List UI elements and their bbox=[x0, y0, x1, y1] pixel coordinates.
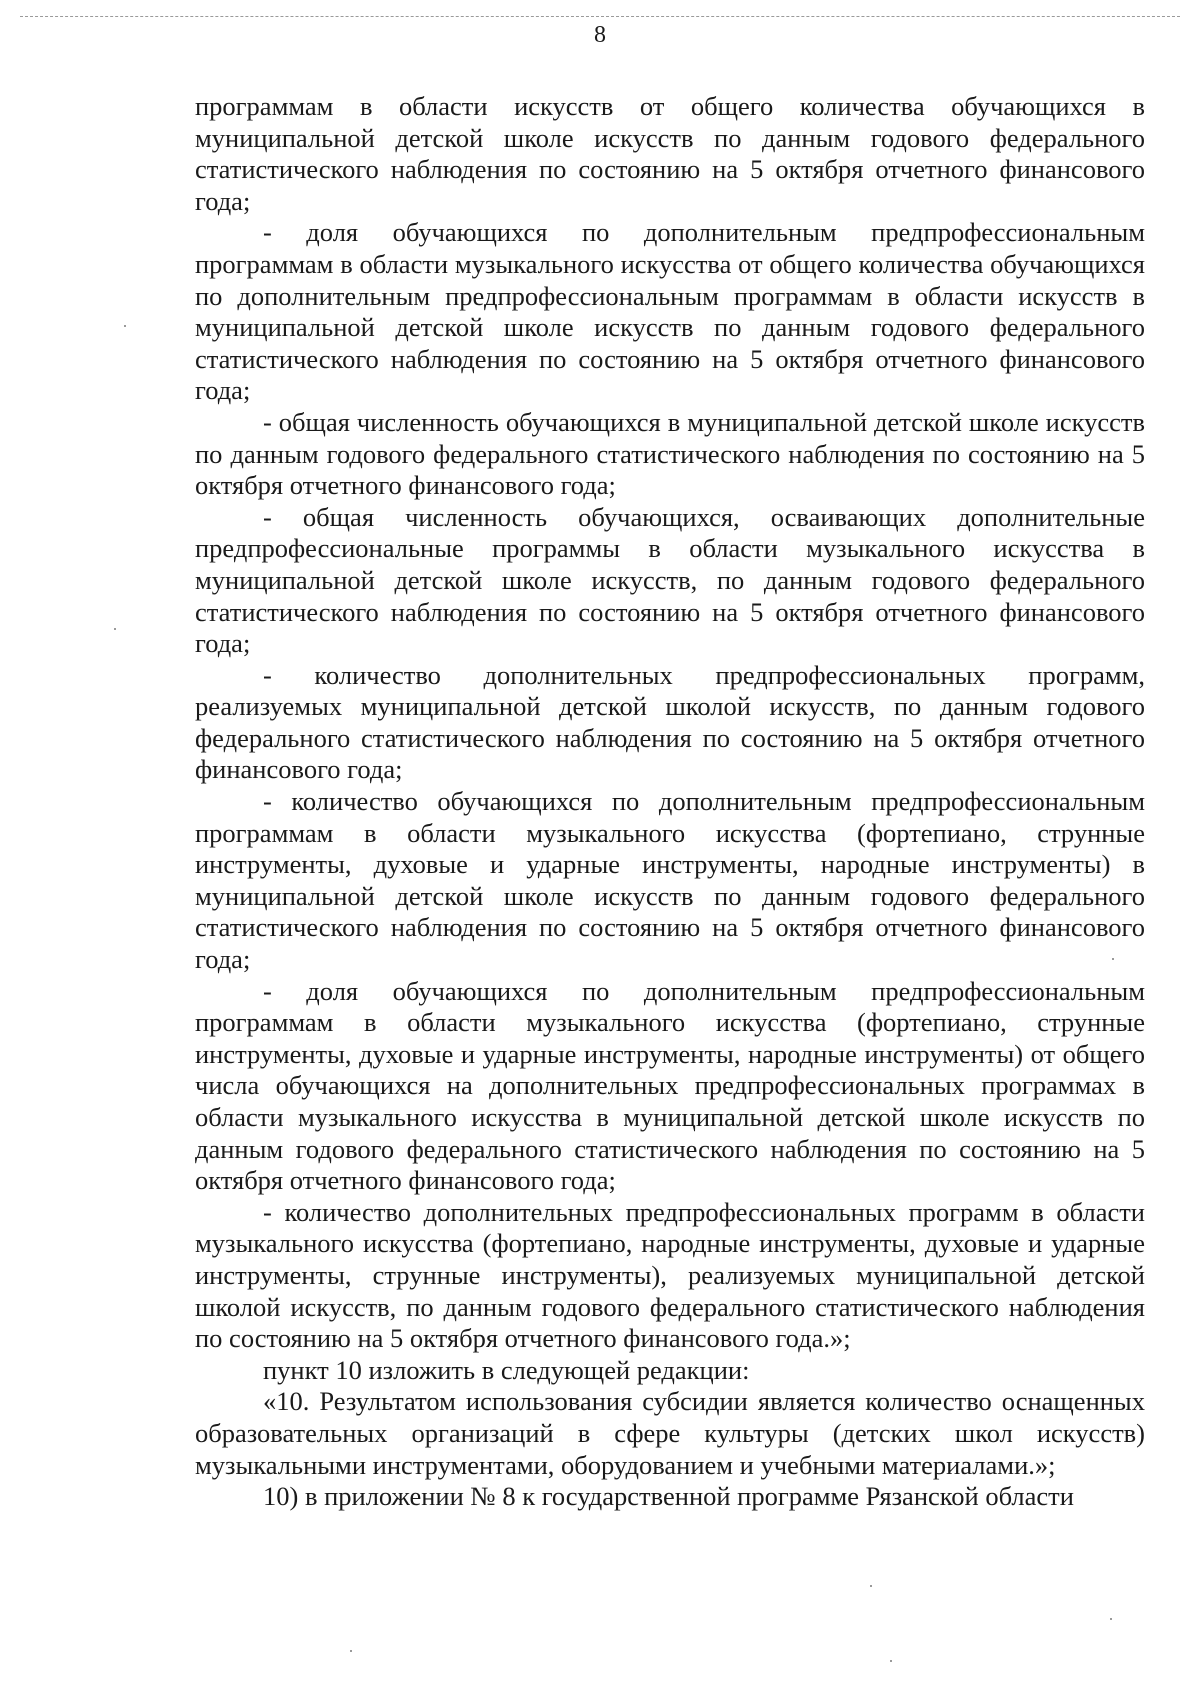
page-number: 8 bbox=[594, 22, 606, 48]
document-body bbox=[195, 91, 1145, 1513]
list-item-program-count-by-instrument: - количество дополнительных предпрофессиональных программ в области музыкального искусства (фортепиано, народные инструменты, духовые и ударные инструменты, струнные инструменты), реализуемых муниципальной детской школой искусств, по данным годового федерального статистического наблюдения по состоянию на 5 октября отчетного финансового года.»; bbox=[195, 1196, 1145, 1354]
scan-edge-line bbox=[20, 16, 1180, 17]
list-item-share-by-instrument: - доля обучающихся по дополнительным предпрофессиональным программам в области музыкального искусства (фортепиано, струнные инструменты, духовые и ударные инструменты, народные инструменты) от общего числа обучающихся на дополнительных предпрофессиональных программах в области музыкального искусства в муниципальной детской школе искусств по данным годового федерального статистического наблюдения по состоянию на 5 октября отчетного финансового года; bbox=[195, 975, 1145, 1196]
scan-speck bbox=[350, 1650, 352, 1652]
paragraph-continuation: программам в области искусств от общего количества обучающихся в муниципальной детской школе искусств по данным годового федерального статистического наблюдения по состоянию на 5 октября отчетного финансового года; bbox=[195, 91, 1145, 216]
list-item-total-students-music: - общая численность обучающихся, осваивающих дополнительные предпрофессиональные программы в области музыкального искусства в муниципальной детской школе искусств, по данным годового федерального статистического наблюдения по состоянию на 5 октября отчетного финансового года; bbox=[195, 501, 1145, 659]
paragraph-appendix-8: 10) в приложении № 8 к государственной программе Рязанской области bbox=[263, 1481, 1074, 1512]
scan-speck bbox=[890, 1660, 892, 1662]
paragraph-point-10-intro: пункт 10 изложить в следующей редакции: bbox=[263, 1354, 750, 1385]
paragraph-point-10-text: «10. Результатом использования субсидии является количество оснащенных образовательных организаций в сфере культуры (детских школ искусств) музыкальными инструментами, оборудованием и учебными материалами.»; bbox=[195, 1386, 1145, 1480]
list-item-student-share-music: - доля обучающихся по дополнительным предпрофессиональным программам в области музыкального искусства от общего количества обучающихся по дополнительным предпрофессиональным программам в области искусств в муниципальной детской школе искусств по данным годового федерального статистического наблюдения по состоянию на 5 октября отчетного финансового года; bbox=[195, 217, 1145, 406]
scan-speck bbox=[1112, 958, 1114, 960]
scan-speck bbox=[1110, 1618, 1112, 1620]
scan-speck bbox=[870, 1585, 872, 1587]
scan-speck bbox=[114, 628, 116, 630]
list-item-students-by-instrument: - количество обучающихся по дополнительным предпрофессиональным программам в области музыкального искусства (фортепиано, струнные инструменты, духовые и ударные инструменты, народные инструменты) в муниципальной детской школе искусств по данным годового федерального статистического наблюдения по состоянию на 5 октября отчетного финансового года; bbox=[195, 786, 1145, 975]
list-item-total-students: - общая численность обучающихся в муниципальной детской школе искусств по данным годового федерального статистического наблюдения по состоянию на 5 октября отчетного финансового года; bbox=[195, 406, 1145, 501]
scan-speck bbox=[124, 325, 126, 327]
list-item-program-count: - количество дополнительных предпрофессиональных программ, реализуемых муниципальной детской школой искусств, по данным годового федерального статистического наблюдения по состоянию на 5 октября отчетного финансового года; bbox=[195, 659, 1145, 785]
